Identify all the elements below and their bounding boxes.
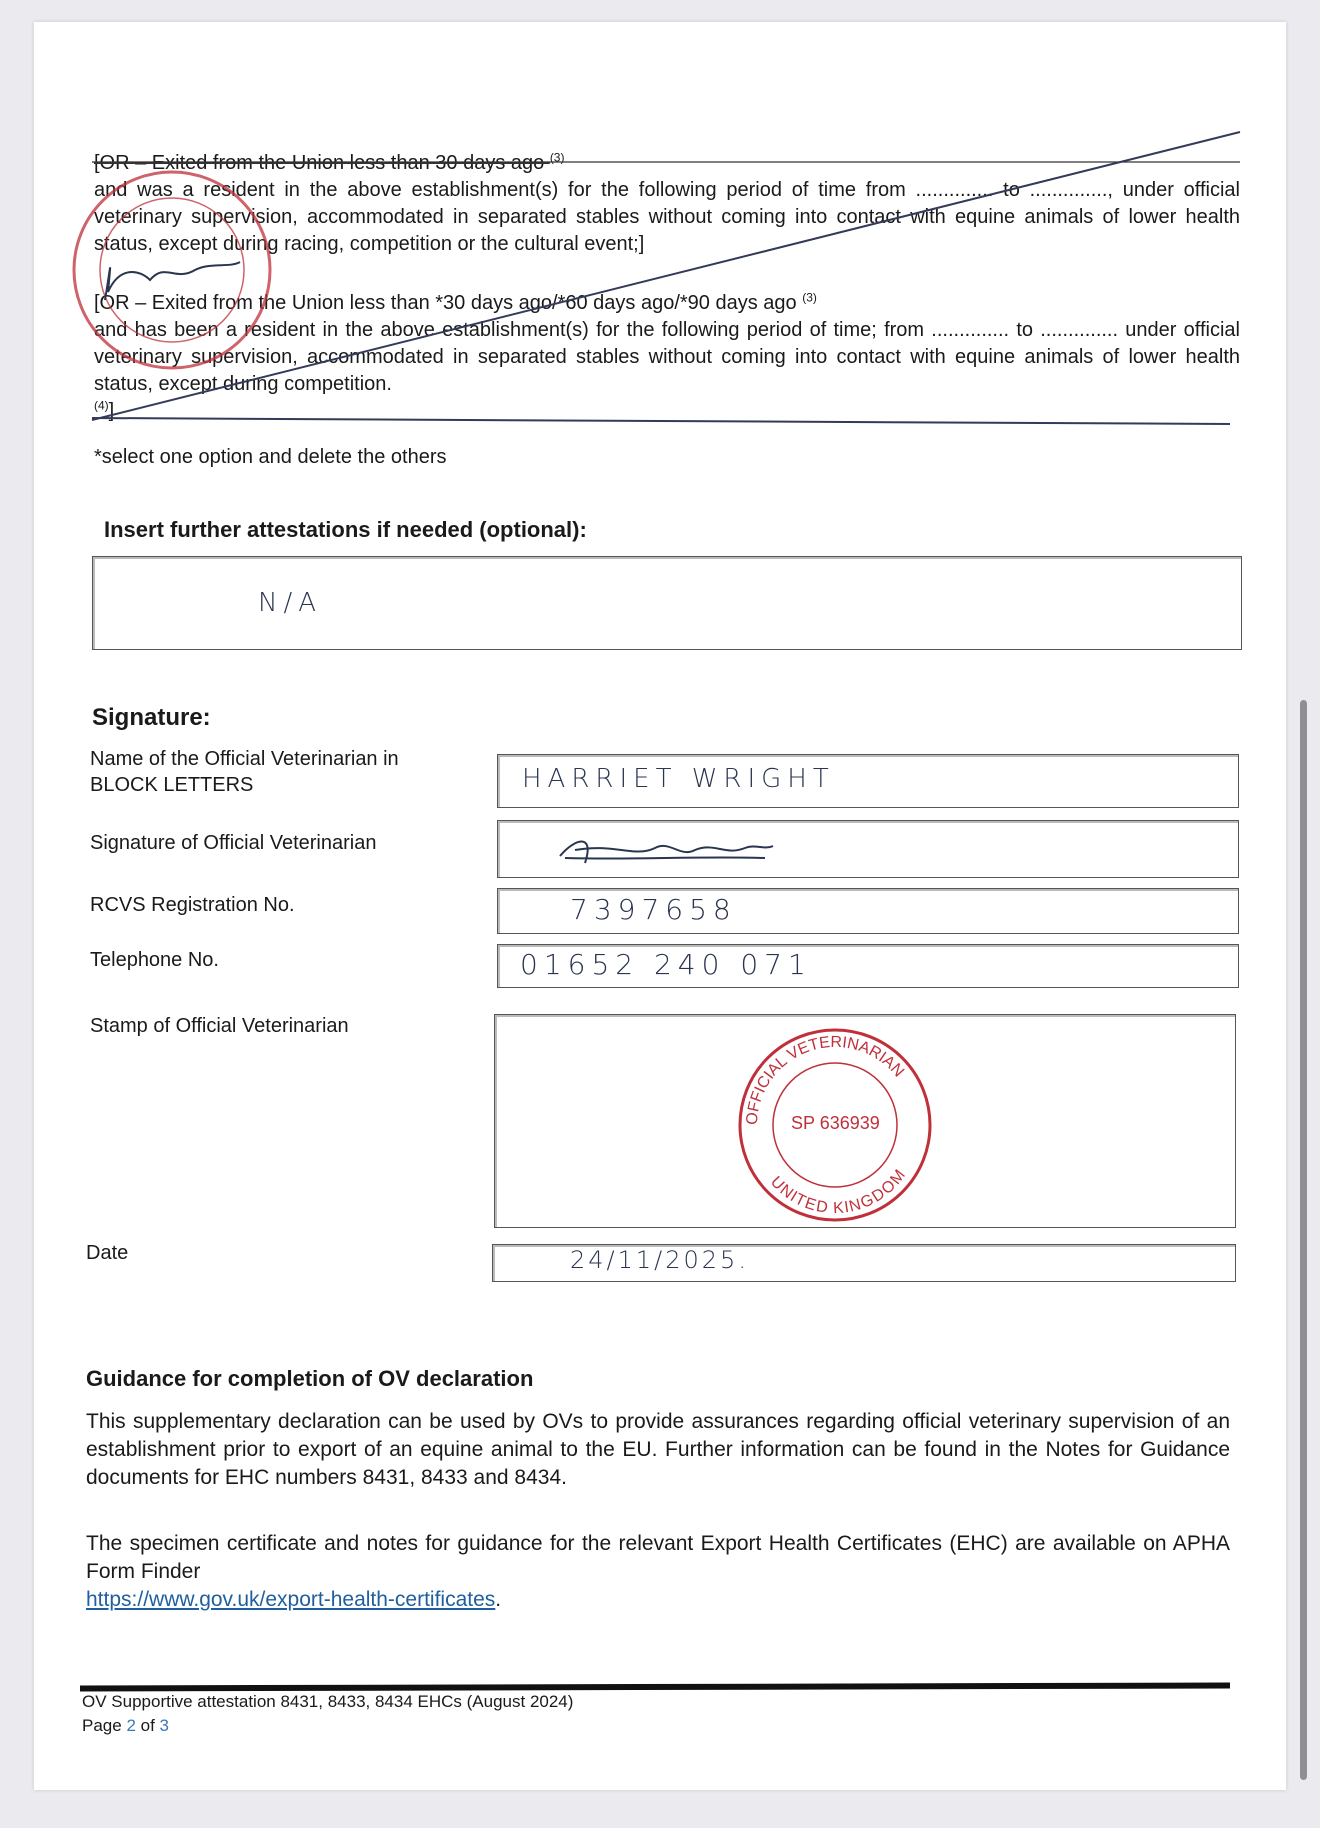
stamp-top-text: OFFICIAL VETERINARIAN bbox=[743, 1033, 908, 1126]
rcvs-value: 7397658 bbox=[570, 893, 737, 926]
option-b-text-cont: and has been a resident in the above establishment(s) for the following period of time; from .............. to .............. under official veterinary supervision, accommodated in separated stables without coming into contact with equine animals of lower health status, except during competition. bbox=[94, 319, 1240, 395]
footnote-ref: (3) bbox=[549, 150, 565, 165]
small-stamp-icon bbox=[74, 172, 270, 368]
option-a-text: [OR – Exited from the Union less than 30 days ago bbox=[94, 152, 550, 174]
scrollbar[interactable] bbox=[1300, 700, 1307, 1780]
select-note: *select one option and delete the others bbox=[94, 446, 447, 468]
svg-text:UNITED KINGDOM bbox=[767, 1167, 910, 1217]
name-value: HARRIET WRIGHT bbox=[522, 764, 835, 794]
footer-title: OV Supportive attestation 8431, 8433, 8434 EHCs (August 2024) bbox=[82, 1692, 574, 1711]
footnote-ref: (4) bbox=[94, 398, 109, 413]
guidance-link-line bbox=[86, 1586, 1230, 1614]
option-b-text: [OR – Exited from the Union less than *30 days ago/*60 days ago/*90 days ago bbox=[94, 292, 803, 314]
option-b-close: ] bbox=[108, 400, 115, 422]
page-current: 2 bbox=[126, 1716, 136, 1735]
guidance-heading: Guidance for completion of OV declaration bbox=[86, 1366, 534, 1391]
date-label: Date bbox=[86, 1242, 129, 1264]
date-value: 24/11/2025. bbox=[570, 1246, 749, 1274]
page-mid: of bbox=[135, 1716, 160, 1735]
handwritten-signature-icon bbox=[555, 828, 775, 873]
name-label: Name of the Official Veterinarian in BLOCK LETTERS bbox=[90, 748, 399, 796]
footnote-ref: (3) bbox=[802, 290, 817, 305]
stamp-bottom-text: UNITED KINGDOM bbox=[766, 1167, 910, 1218]
page-total: 3 bbox=[159, 1716, 169, 1735]
link-suffix: . bbox=[495, 1588, 502, 1611]
page-prefix: Page bbox=[82, 1716, 127, 1735]
stamp-number: SP 636939 bbox=[791, 1113, 880, 1133]
export-health-certificates-link[interactable]: https://www.gov.uk/export-health-certificates bbox=[86, 1588, 496, 1611]
page-number bbox=[82, 1716, 169, 1736]
rcvs-label: RCVS Registration No. bbox=[90, 894, 295, 916]
option-a-text-cont: and was a resident in the above establishment(s) for the following period of time from .............. to .............., under official veterinary supervision, accommodated in separated stables without coming into contact with equine animals of lower health status, except during racing, competition or the cultural event;] bbox=[94, 179, 1240, 255]
initials-signature-icon bbox=[105, 262, 240, 300]
stamp-label: Stamp of Official Veterinarian bbox=[90, 1015, 349, 1037]
signature-heading: Signature: bbox=[92, 704, 211, 731]
further-attestations-heading: Insert further attestations if needed (optional): bbox=[104, 517, 587, 542]
telephone-value: 01652 240 071 bbox=[520, 948, 812, 981]
telephone-label: Telephone No. bbox=[90, 949, 219, 971]
svg-text:OFFICIAL VETERINARIAN bbox=[744, 1034, 907, 1125]
guidance-paragraph-2 bbox=[86, 1530, 1230, 1614]
signature-label: Signature of Official Veterinarian bbox=[90, 832, 377, 854]
guidance-paragraph-1: This supplementary declaration can be used by OVs to provide assurances regarding official veterinary supervision of an establishment prior to export of an equine animal to the EU. Further information can be found in the Notes for Guidance documents for EHC numbers 8431, 8433 and 8434. bbox=[86, 1410, 1230, 1489]
pen-strikethrough-marks bbox=[0, 0, 1320, 440]
guidance-text: The specimen certificate and notes for guidance for the relevant Export Health Certificates (EHC) are available on APHA Form Finder bbox=[86, 1532, 1230, 1583]
official-stamp-icon bbox=[735, 1025, 935, 1225]
further-attestations-value: N/A bbox=[258, 588, 322, 618]
